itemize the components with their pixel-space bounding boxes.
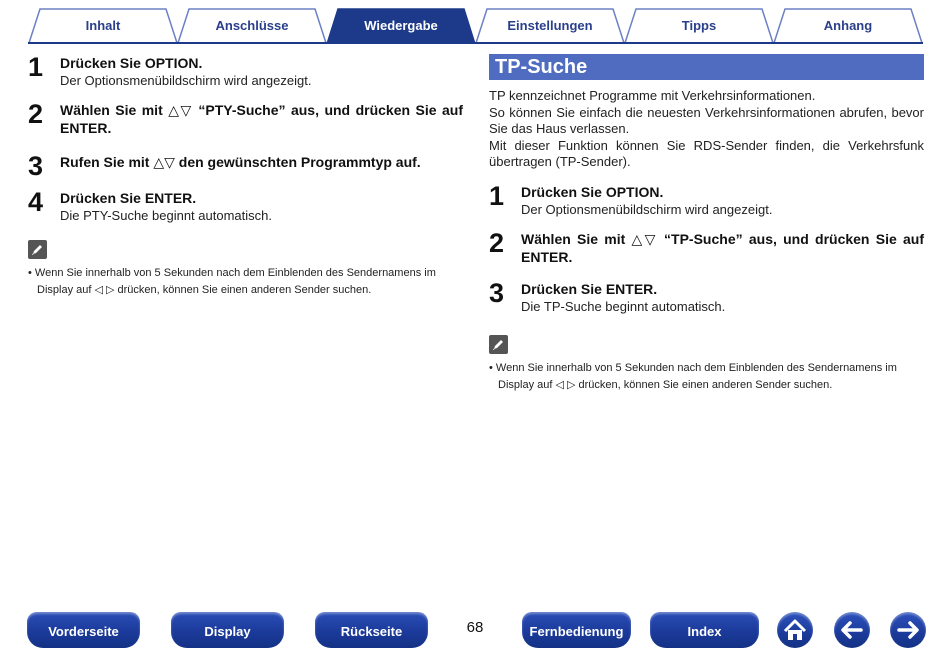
step-number: 3 [28,151,44,181]
tp-step-1 [489,180,924,218]
step-number: 1 [489,180,505,211]
step-title: Drücken Sie OPTION. [60,55,203,71]
step-4 [28,189,463,224]
tab-wiedergabe[interactable] [326,8,476,44]
step-title: Wählen Sie mit △▽ “TP-Suche” aus, und drücken Sie auf ENTER. [521,230,924,265]
home-icon [777,612,813,648]
tab-label: Inhalt [85,18,121,33]
step-number: 2 [28,99,44,129]
arrow-right-icon [890,612,926,648]
tab-label: Anschlüsse [215,18,289,33]
tab-label: Wiedergabe [364,18,438,33]
step-number: 2 [489,227,505,258]
tab-label: Einstellungen [507,18,593,33]
section-title: TP-Suche [489,54,924,80]
step-title: Wählen Sie mit △▽ “PTY-Suche” aus, und drücken Sie auf ENTER. [60,102,463,136]
index-button[interactable]: Index [650,612,759,648]
note-block [489,335,924,394]
arrow-left-icon [834,612,870,648]
step-3 [28,151,463,181]
previous-page-button[interactable] [834,612,870,648]
tab-tipps[interactable] [624,8,774,44]
display-button[interactable]: Display [171,612,284,648]
next-page-button[interactable] [890,612,926,648]
intro-line: TP kennzeichnet Programme mit Verkehrsinformationen. [489,88,816,103]
tab-einstellungen[interactable] [475,8,625,44]
step-number: 1 [28,52,44,82]
step-title: Rufen Sie mit △▽ den gewünschten Programmtyp auf. [60,154,421,170]
note-text: • Wenn Sie innerhalb von 5 Sekunden nach dem Einblenden des Sendernamens im Display auf ◁ ▷ drücken, können Sie einen anderen Sender suchen. [28,267,436,296]
step-1 [28,54,463,89]
home-button[interactable] [777,612,813,648]
remote-control-button[interactable]: Fernbedienung [522,612,631,648]
right-column [489,54,924,394]
tab-inhalt[interactable] [28,8,178,44]
tab-anhang[interactable] [773,8,923,44]
step-description: Die TP-Suche beginnt automatisch. [521,298,726,314]
tp-step-3 [489,277,924,315]
note-block [28,240,463,299]
tab-anschluesse[interactable] [177,8,327,44]
step-description: Die PTY-Suche beginnt automatisch. [60,208,272,223]
intro-line: So können Sie einfach die neuesten Verkehrsinformationen abrufen, bevor Sie das Haus verlassen. [489,104,924,136]
left-column [28,54,463,299]
pencil-icon [489,335,508,354]
front-panel-button[interactable]: Vorderseite [27,612,140,648]
intro-text [489,88,924,171]
step-description: Der Optionsmenübildschirm wird angezeigt. [60,73,312,88]
note-text: • Wenn Sie innerhalb von 5 Sekunden nach dem Einblenden des Sendernamens im Display auf ◁ ▷ drücken, können Sie einen anderen Sender suchen. [489,361,897,391]
tab-label: Anhang [823,18,873,33]
step-number: 4 [28,187,44,217]
step-title: Drücken Sie ENTER. [521,280,658,297]
tab-label: Tipps [681,18,717,33]
step-title: Drücken Sie ENTER. [60,190,197,206]
page-number: 68 [466,619,484,636]
tab-bar [28,8,923,44]
tab-underline [28,42,923,44]
pencil-icon [28,240,47,259]
step-title: Drücken Sie OPTION. [521,183,664,200]
step-2 [28,101,463,137]
step-description: Der Optionsmenübildschirm wird angezeigt. [521,201,773,217]
rear-panel-button[interactable]: Rückseite [315,612,428,648]
intro-line: Mit dieser Funktion können Sie RDS-Sender finden, die Verkehrsfunk übertragen (TP-Sender). [489,137,924,169]
tp-step-2 [489,227,924,266]
step-number: 3 [489,277,505,308]
